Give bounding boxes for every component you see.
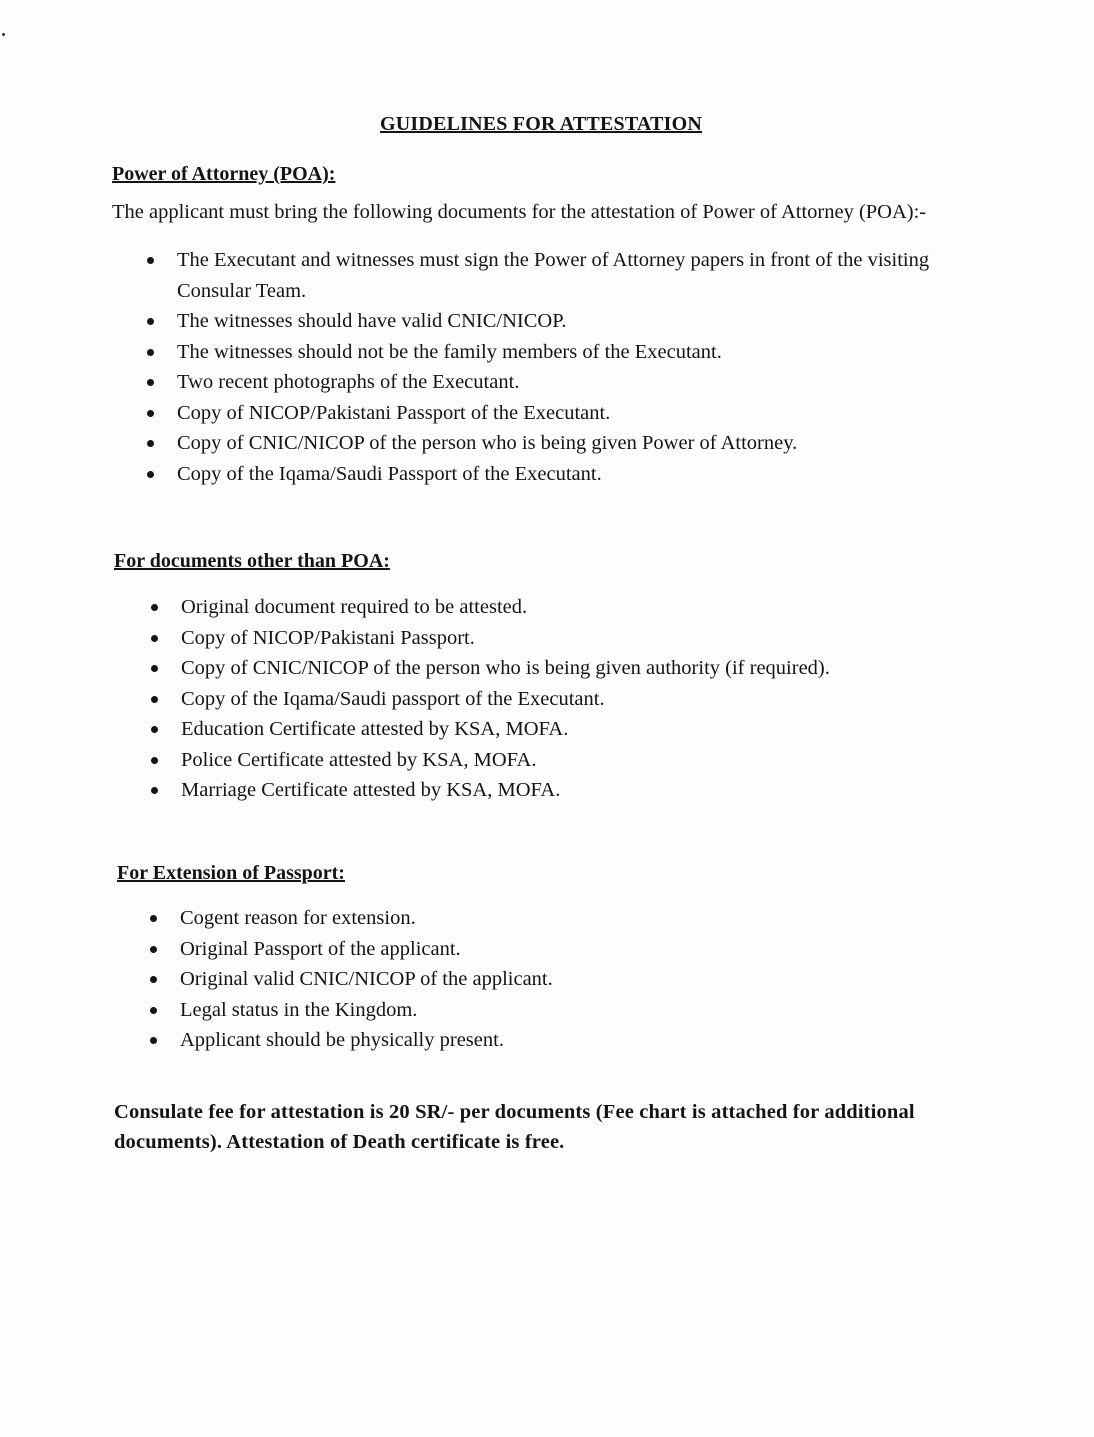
bullet-icon: [147, 410, 154, 417]
bullet-icon: [151, 665, 158, 672]
list-item: Copy of the Iqama/Saudi passport of the Executant.: [181, 684, 961, 715]
bullet-icon: [147, 440, 154, 447]
bullet-icon: [147, 379, 154, 386]
bullet-icon: [151, 635, 158, 642]
bullet-icon: [151, 757, 158, 764]
bullet-icon: [151, 787, 158, 794]
bullet-icon: [147, 257, 154, 264]
bullet-icon: [150, 1037, 157, 1044]
bullet-icon: [150, 1007, 157, 1014]
list-item: Marriage Certificate attested by KSA, MOFA.: [181, 775, 961, 806]
list-item: Copy of CNIC/NICOP of the person who is being given authority (if required).: [181, 653, 961, 684]
poa-list: [177, 245, 977, 489]
bullet-icon: [151, 726, 158, 733]
list-item: The Executant and witnesses must sign the Power of Attorney papers in front of the visiting Consular Team.: [177, 245, 977, 306]
other-docs-list: [181, 592, 961, 806]
list-item: Copy of the Iqama/Saudi Passport of the Executant.: [177, 459, 977, 490]
list-item: Education Certificate attested by KSA, MOFA.: [181, 714, 961, 745]
document-title: GUIDELINES FOR ATTESTATION: [380, 113, 702, 135]
list-item: The witnesses should not be the family members of the Executant.: [177, 337, 977, 368]
list-item: Copy of NICOP/Pakistani Passport of the Executant.: [177, 398, 977, 429]
list-item: Copy of CNIC/NICOP of the person who is being given Power of Attorney.: [177, 428, 977, 459]
list-item: Original Passport of the applicant.: [180, 934, 960, 965]
bullet-icon: [150, 976, 157, 983]
bullet-icon: [147, 471, 154, 478]
list-item: Copy of NICOP/Pakistani Passport.: [181, 623, 961, 654]
extension-list: [180, 903, 960, 1056]
list-item: Two recent photographs of the Executant.: [177, 367, 977, 398]
bullet-icon: [151, 696, 158, 703]
fee-note: Consulate fee for attestation is 20 SR/- per documents (Fee chart is attached for additional documents). Attestation of Death certificate is free.: [114, 1101, 915, 1153]
scan-speck: [2, 33, 5, 36]
list-item: Legal status in the Kingdom.: [180, 995, 960, 1026]
list-item: The witnesses should have valid CNIC/NICOP.: [177, 306, 977, 337]
bullet-icon: [150, 946, 157, 953]
list-item: Cogent reason for extension.: [180, 903, 960, 934]
list-item: Applicant should be physically present.: [180, 1025, 960, 1056]
poa-intro: The applicant must bring the following documents for the attestation of Power of Attorney (POA):-: [112, 201, 927, 223]
other-docs-heading: For documents other than POA:: [114, 550, 390, 572]
bullet-icon: [151, 604, 158, 611]
bullet-icon: [147, 349, 154, 356]
poa-heading: Power of Attorney (POA):: [112, 163, 336, 185]
bullet-icon: [150, 915, 157, 922]
extension-heading: For Extension of Passport:: [117, 862, 345, 884]
list-item: Original document required to be attested.: [181, 592, 961, 623]
list-item: Original valid CNIC/NICOP of the applicant.: [180, 964, 960, 995]
list-item: Police Certificate attested by KSA, MOFA.: [181, 745, 961, 776]
bullet-icon: [147, 318, 154, 325]
